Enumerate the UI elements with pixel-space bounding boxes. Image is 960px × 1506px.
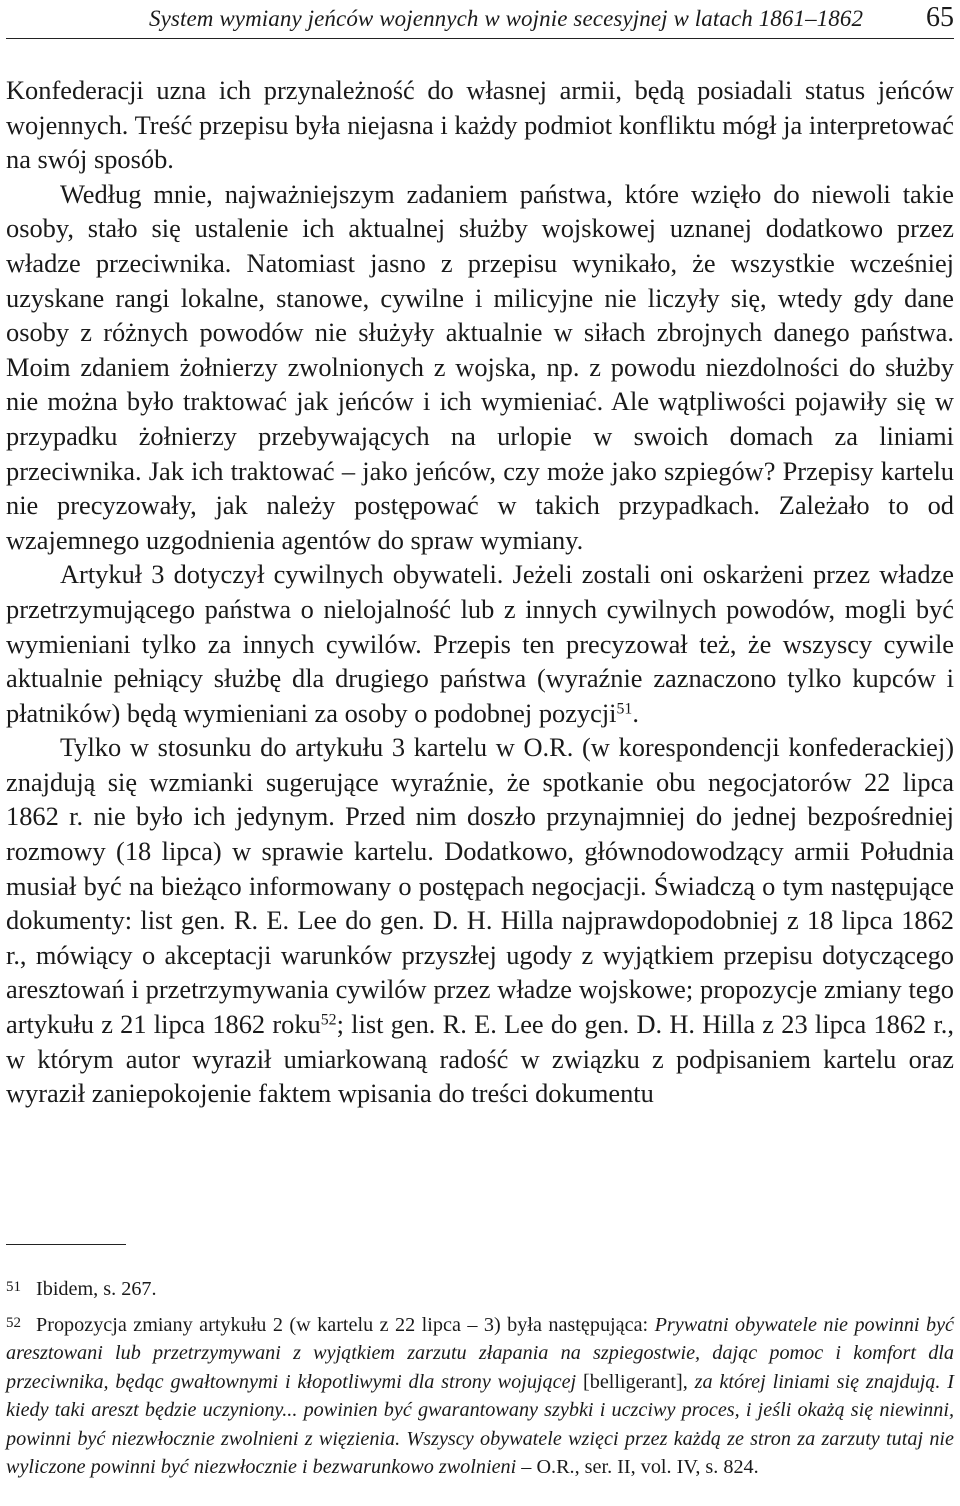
footnote-ref-52[interactable]: 52 — [320, 1011, 337, 1029]
footnote-ref-51[interactable]: 51 — [616, 699, 633, 717]
paragraph-3 — [6, 557, 954, 730]
footnote-52 — [6, 1309, 954, 1482]
running-head — [6, 0, 954, 39]
paragraph-1 — [6, 73, 954, 177]
paragraph-4-text-b: ; list gen. R. E. Lee do gen. D. H. Hilla z 23 lipca 1862 r., w którym autor wyraził umiarkowaną radość w związku z podpisaniem kartelu oraz wyraził zaniepokojenie faktem wpisania do treści dokumentu — [6, 1009, 955, 1109]
body-text — [6, 73, 954, 1111]
footnote-number: 51 — [6, 1279, 21, 1295]
footnote-text-b: [belligerant], — [576, 1370, 695, 1393]
footnote-text-a: Propozycja zmiany artykułu 2 (w kartelu z 22 lipca – 3) była następująca: — [36, 1313, 655, 1336]
page-number: 65 — [926, 2, 954, 33]
running-title: System wymiany jeńców wojennych w wojnie secesyjnej w latach 1861–1862 — [149, 6, 864, 31]
paragraph-2 — [6, 177, 954, 558]
footnote-quote-a: Prywatni obywatele nie powinni być aresztowani lub przetrzymywani z wyjątkiem zarzutu złapania na szpiegostwie, dając pomoc i komfort dla przeciwnika, będąc gwałtownymi i kłopotliwymi dla strony wojującej — [6, 1313, 954, 1393]
paragraph-2-text: Według mnie, najważniejszym zadaniem państwa, które wzięło do niewoli takie osoby, stało się ustalenie ich aktualnej służby wojskowej uznanej dodatkowo przez władze przeciwnika. Natomiast jasno z przepisu wynikało, że wszystkie wcześniej uzyskane rangi lokalne, stanowe, cywilne i milicyjne nie liczyły się, wtedy gdy dane osoby z różnych powodów nie służyły aktualnie w siłach zbrojnych danego państwa. Moim zdaniem żołnierzy zwolnionych z wojska, np. z powodu niezdolności do służby nie można było traktować jak jeńców i ich wymieniać. Ale wątpliwości pojawiły się w przypadku żołnierzy przebywających na urlopie w swoich domach za liniami przeciwnika. Jak ich traktować – jako jeńców, czy może jako szpiegów? Przepisy kartelu nie precyzowały, jak należy postępować w takich przypadkach. Zależało to od wzajemnego uzgodnienia agentów do spraw wymiany. — [6, 178, 954, 555]
footnote-divider — [6, 1244, 126, 1245]
footnote-number: 52 — [6, 1314, 21, 1331]
paragraph-3-text: Artykuł 3 dotyczył cywilnych obywateli. Jeżeli zostali oni oskarżeni przez władze przetrzymującego państwa o nielojalność lub z innych cywilnych powodów, mogli być wymieniani tylko za innych cywilów. Przepis ten precyzował też, że wszyscy cywile aktualnie pełniący służbę dla drugiego państwa (wyraźnie zaznaczono tylko kupców i płatników) będą wymieniani za osoby o podobnej pozycji — [6, 559, 954, 728]
footnotes — [6, 1273, 954, 1487]
paragraph-3-end: . — [632, 697, 639, 728]
paragraph-4 — [6, 730, 954, 1111]
footnote-51 — [6, 1273, 954, 1304]
footnote-quote-b: za której liniami się znajdują. I kiedy taki areszt będzie uczyniony... powinien być gwarantowany szybki i uczciwy proces, i jeśli okażą się niewinni, powinni być niezwłocznie zwolnieni z więzienia. Wszyscy obywatele wzięci przez każdą ze stron za zarzuty tutaj nie wyliczone powinni być niezwłocznie i bezwarunkowo zwolnieni — [6, 1370, 954, 1478]
footnote-text-c: – O.R., ser. II, vol. IV, s. 824. — [516, 1456, 759, 1478]
paragraph-1-text: Konfederacji uzna ich przynależność do własnej armii, będą posiadali status jeńców wojennych. Treść przepisu była niejasna i każdy podmiot konfliktu mógł ja interpretować na swój sposób. — [6, 75, 954, 175]
paragraph-4-text-a: Tylko w stosunku do artykułu 3 kartelu w O.R. (w korespondencji konfederackiej) znajdują się wzmianki sugerujące wyraźnie, że spotkanie obu negocjatorów 22 lipca 1862 r. nie było ich jedynym. Przed nim doszło przynajmniej do jednej bezpośredniej rozmowy (18 lipca) w sprawie kartelu. Dodatkowo, głównodowodzący armii Południa musiał być na bieżąco informowany o postępach negocjacji. Świadczą o tym następujące dokumenty: list gen. R. E. Lee do gen. D. H. Hilla najprawdopodobniej z 18 lipca 1862 r., mówiący o akceptacji warunków przyszłej ugody z wyjątkiem przepisu dotyczącego aresztowań i przetrzymywania cywilów przez władze wojskowe; propozycje zmiany tego artykułu z 21 lipca 1862 roku — [6, 732, 954, 1040]
footnote-text: Ibidem, s. 267. — [36, 1278, 157, 1300]
